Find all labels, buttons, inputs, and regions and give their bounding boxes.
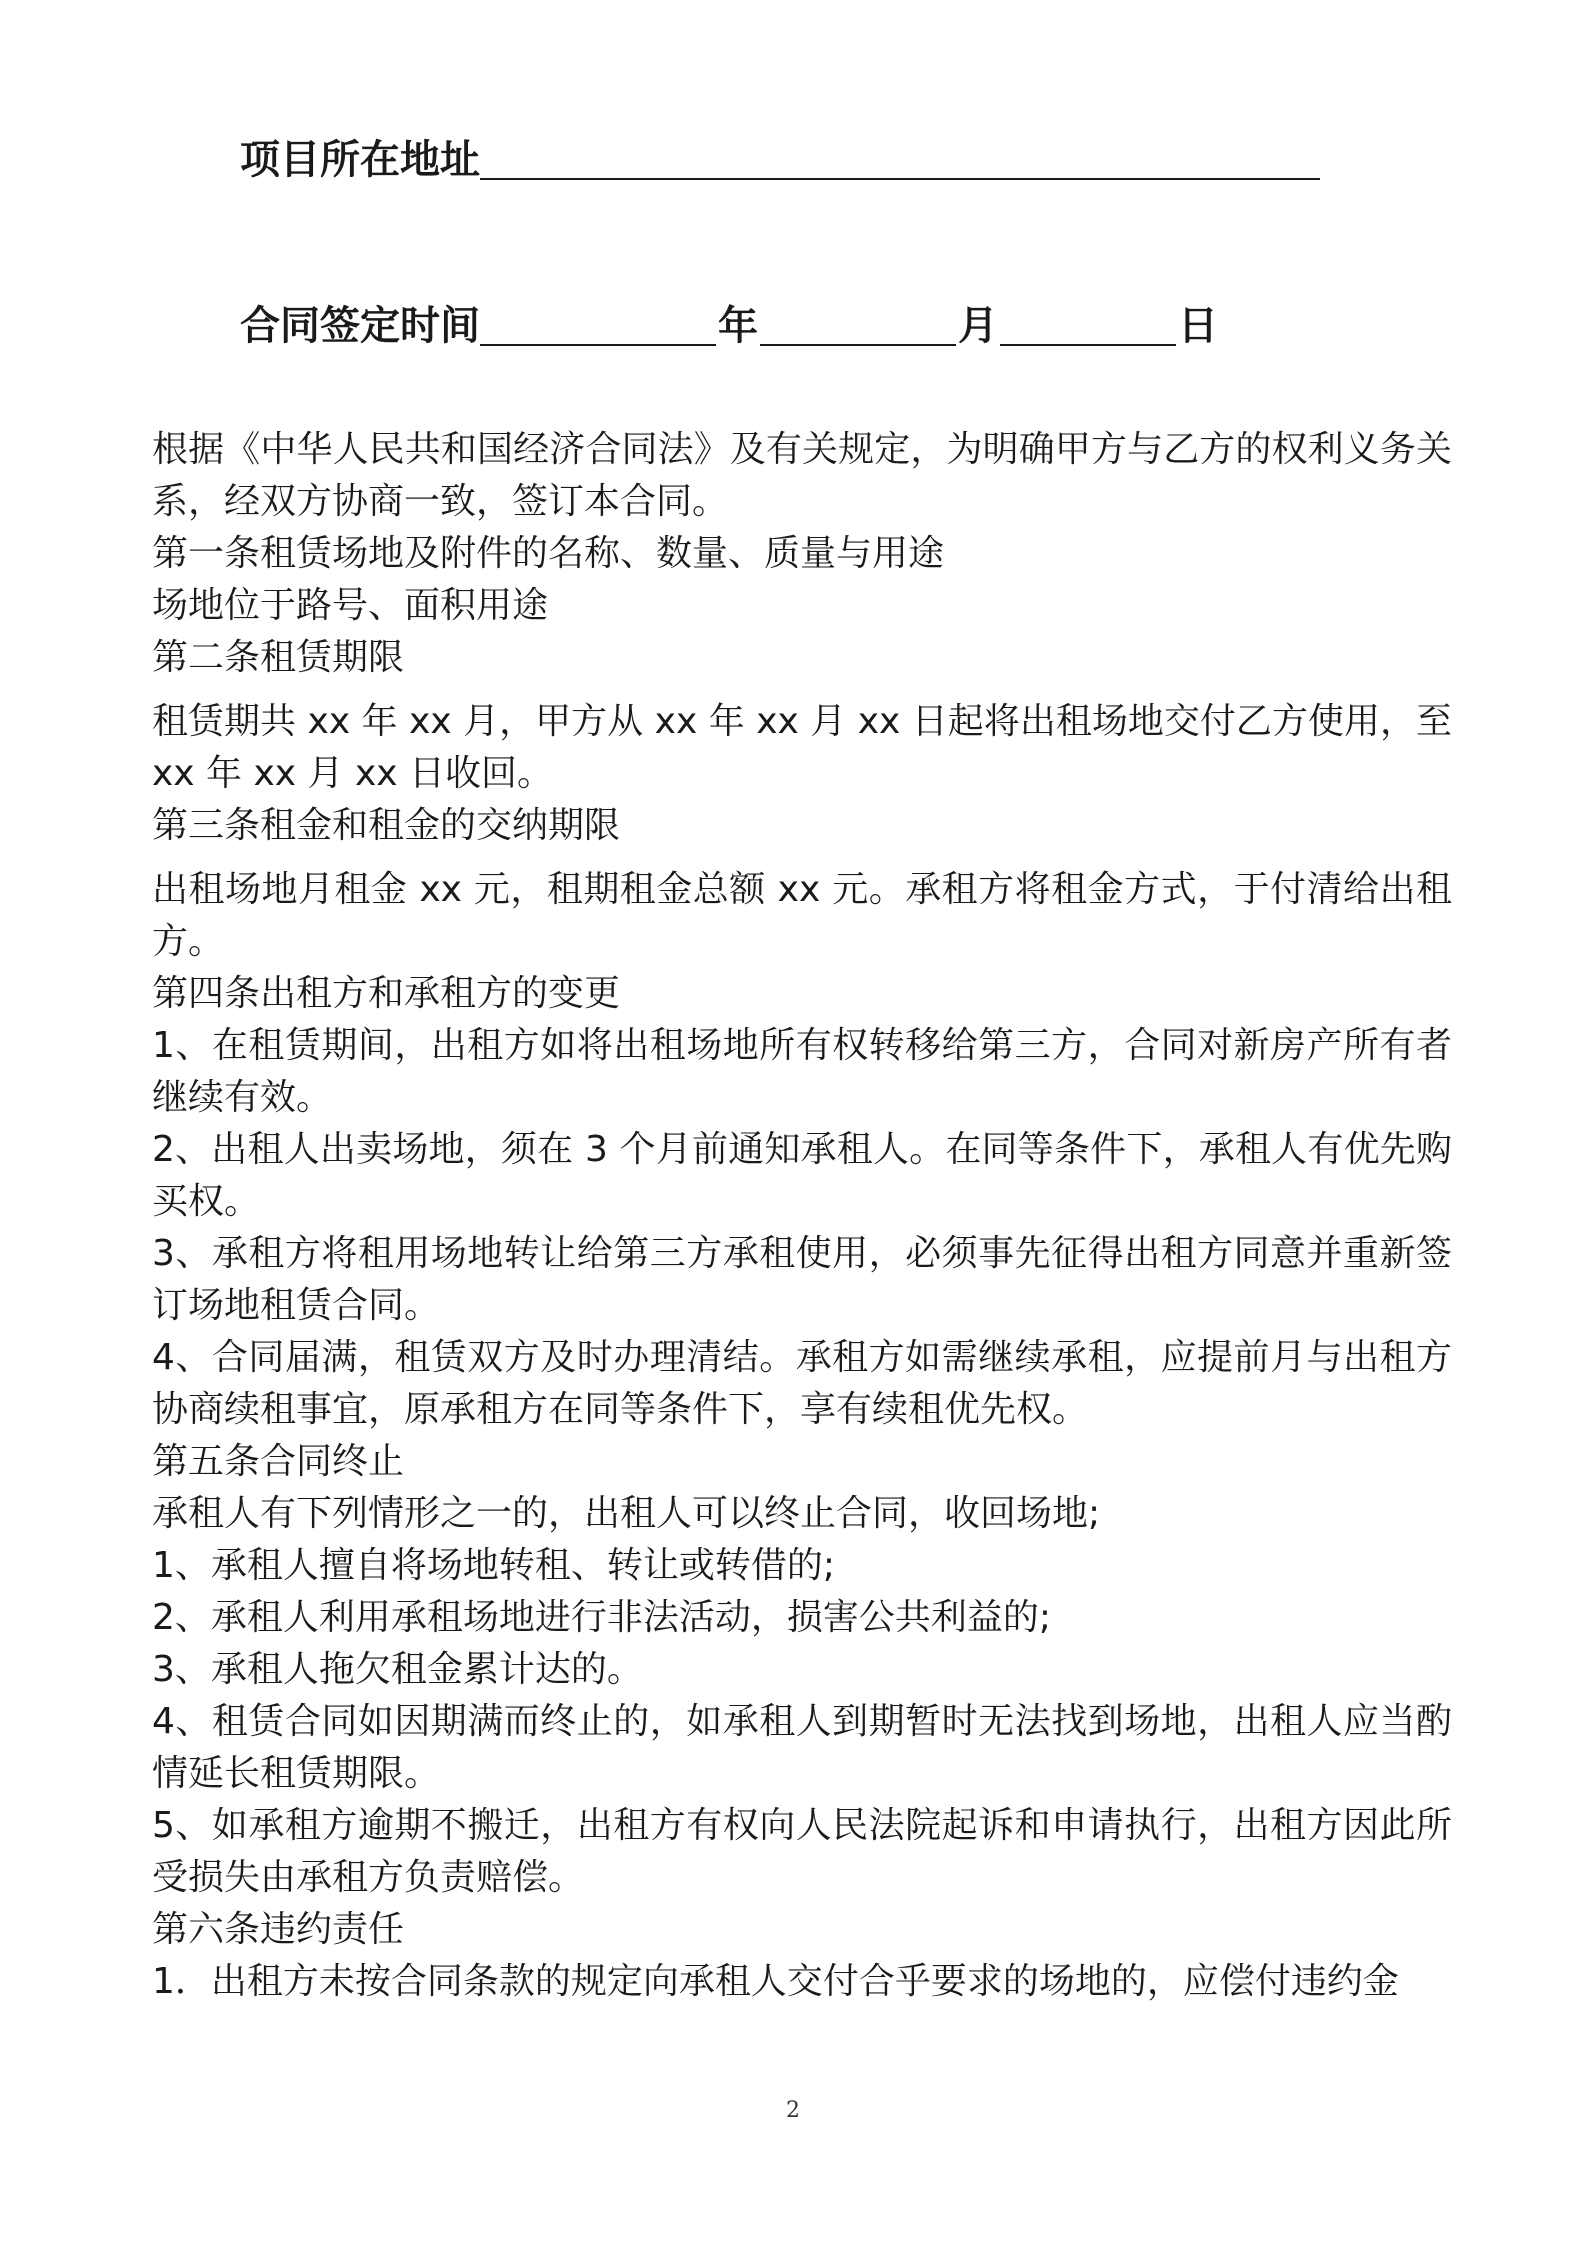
article-4-heading: 第四条出租方和承租方的变更	[152, 973, 621, 1014]
article-5-clause-5: 5、如承租方逾期不搬迁，出租方有权向人民法院起诉和申请执行，出租方因此所受损失由承租方负责赔偿。	[152, 1805, 1452, 1898]
article-5-heading: 第五条合同终止	[152, 1441, 405, 1482]
contract-date-label: 合同签定时间	[240, 303, 480, 349]
article-3-text: 出租场地月租金 xx 元，租期租金总额 xx 元。承租方将租金方式，于付清给出租方。	[152, 869, 1452, 962]
intro-paragraph: 根据《中华人民共和国经济合同法》及有关规定，为明确甲方与乙方的权利义务关系，经双方协商一致，签订本合同。	[152, 429, 1452, 522]
article-1-text: 场地位于路号、面积用途	[152, 585, 549, 626]
day-unit: 日	[1178, 303, 1218, 349]
article-5-clause-2: 2、承租人利用承租场地进行非法活动，损害公共利益的;	[152, 1597, 1052, 1638]
year-unit: 年	[718, 303, 758, 349]
contract-date-field	[240, 300, 1220, 352]
article-4-clause-2: 2、出租人出卖场地，须在 3 个月前通知承租人。在同等条件下，承租人有优先购买权。	[152, 1129, 1452, 1222]
month-unit: 月	[958, 303, 998, 349]
article-6-heading: 第六条违约责任	[152, 1909, 405, 1950]
article-3-heading: 第三条租金和租金的交纳期限	[152, 805, 621, 846]
contract-body	[152, 424, 1452, 2008]
project-address-blank-line	[480, 134, 1320, 180]
day-blank-line	[1000, 300, 1176, 346]
article-4-clause-1: 1、在租赁期间，出租方如将出租场地所有权转移给第三方，合同对新房产所有者继续有效。	[152, 1025, 1452, 1118]
article-5-clause-1: 1、承租人擅自将场地转租、转让或转借的;	[152, 1545, 836, 1586]
article-1-heading: 第一条租赁场地及附件的名称、数量、质量与用途	[152, 533, 945, 574]
article-4-clause-4: 4、合同届满，租赁双方及时办理清结。承租方如需继续承租，应提前月与出租方协商续租事宜，原承租方在同等条件下，享有续租优先权。	[152, 1337, 1452, 1430]
article-6-clause-1: 1．出租方未按合同条款的规定向承租人交付合乎要求的场地的，应偿付违约金	[152, 1961, 1399, 2002]
article-5-clause-3: 3、承租人拖欠租金累计达的。	[152, 1649, 643, 1690]
project-address-field	[240, 134, 1320, 186]
year-blank-line	[480, 300, 716, 346]
article-2-heading: 第二条租赁期限	[152, 637, 405, 678]
article-2-text: 租赁期共 xx 年 xx 月，甲方从 xx 年 xx 月 xx 日起将出租场地交付乙方使用，至 xx 年 xx 月 xx 日收回。	[152, 701, 1452, 794]
project-address-label: 项目所在地址	[240, 137, 480, 183]
month-blank-line	[760, 300, 956, 346]
article-5-intro: 承租人有下列情形之一的，出租人可以终止合同，收回场地;	[152, 1493, 1101, 1534]
article-4-clause-3: 3、承租方将租用场地转让给第三方承租使用，必须事先征得出租方同意并重新签订场地租赁合同。	[152, 1233, 1452, 1326]
page-number: 2	[786, 2098, 800, 2123]
article-5-clause-4: 4、租赁合同如因期满而终止的，如承租人到期暂时无法找到场地，出租人应当酌情延长租赁期限。	[152, 1701, 1452, 1794]
